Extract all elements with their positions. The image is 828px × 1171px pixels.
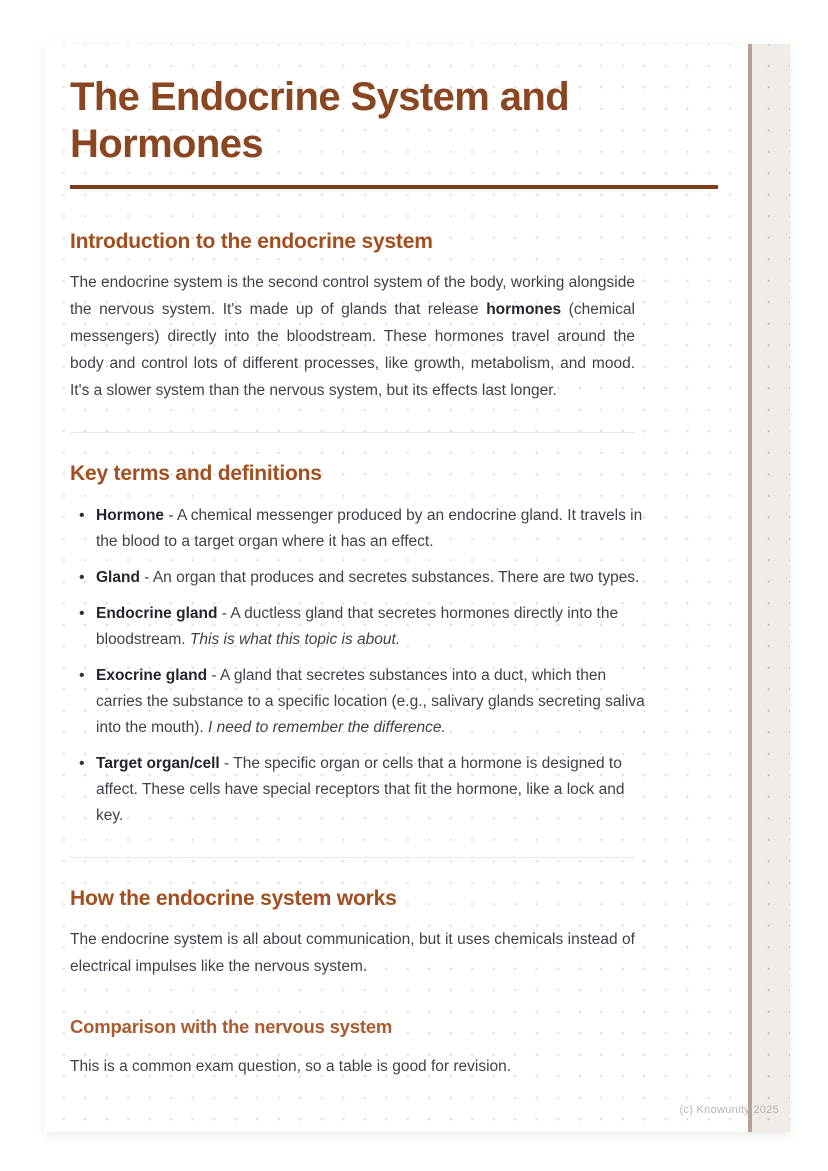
intro-paragraph xyxy=(70,269,635,404)
term-note: This is what this topic is about. xyxy=(189,631,401,648)
term-description: - An organ that produces and secretes substances. There are two types. xyxy=(139,569,640,586)
section-heading-key-terms: Key terms and definitions xyxy=(70,462,322,485)
section-heading-introduction: Introduction to the endocrine system xyxy=(70,230,433,253)
subheading-comparison: Comparison with the nervous system xyxy=(70,1016,393,1037)
list-item xyxy=(70,503,645,555)
term-description: - A ductless gland that secretes hormones directly into the bloodstream. xyxy=(96,605,619,648)
list-item xyxy=(70,565,645,591)
page-content xyxy=(44,44,748,1080)
key-terms-list xyxy=(70,503,645,829)
term-name: Gland xyxy=(96,569,140,586)
section-divider xyxy=(70,857,635,858)
section-heading-how-it-works: How the endocrine system works xyxy=(70,887,397,910)
note-page xyxy=(44,44,790,1132)
intro-text-before: The endocrine system is the second control system of the body, working alongside the nervous system. It's made up of glands that release xyxy=(70,274,635,318)
term-name: Exocrine gland xyxy=(96,667,208,684)
term-name: Endocrine gland xyxy=(96,605,218,622)
how-it-works-paragraph: The endocrine system is all about communication, but it uses chemicals instead of electrical impulses like the nervous system. xyxy=(70,931,635,975)
intro-bold-hormones: hormones xyxy=(486,301,562,318)
term-description: - The specific organ or cells that a hormone is designed to affect. These cells have special receptors that fit the hormone, like a lock and key. xyxy=(96,755,625,824)
term-name: Hormone xyxy=(96,507,165,524)
page-title: The Endocrine System and Hormones xyxy=(70,75,570,166)
title-rule xyxy=(70,185,718,189)
section-divider xyxy=(70,432,635,433)
intro-text-after: (chemical messengers) directly into the bloodstream. These hormones travel around the body and control lots of different processes, like growth, metabolism, and mood. It's a slower system than the nervous system, but its effects last longer. xyxy=(70,301,635,399)
term-description: - A chemical messenger produced by an endocrine gland. It travels in the blood to a target organ where it has an effect. xyxy=(96,507,643,550)
term-name: Target organ/cell xyxy=(96,755,220,772)
list-item xyxy=(70,601,645,653)
term-note: I need to remember the difference. xyxy=(208,719,446,736)
comparison-paragraph: This is a common exam question, so a table is good for revision. xyxy=(70,1058,512,1075)
watermark-copyright: (c) Knowunity 2025 xyxy=(679,1104,779,1116)
term-description: - A gland that secretes substances into a duct, which then carries the substance to a specific location (e.g., salivary glands secreting saliva into the mouth). xyxy=(96,667,645,736)
list-item xyxy=(70,751,645,829)
list-item xyxy=(70,663,645,741)
page-edge-strip xyxy=(752,44,791,1132)
